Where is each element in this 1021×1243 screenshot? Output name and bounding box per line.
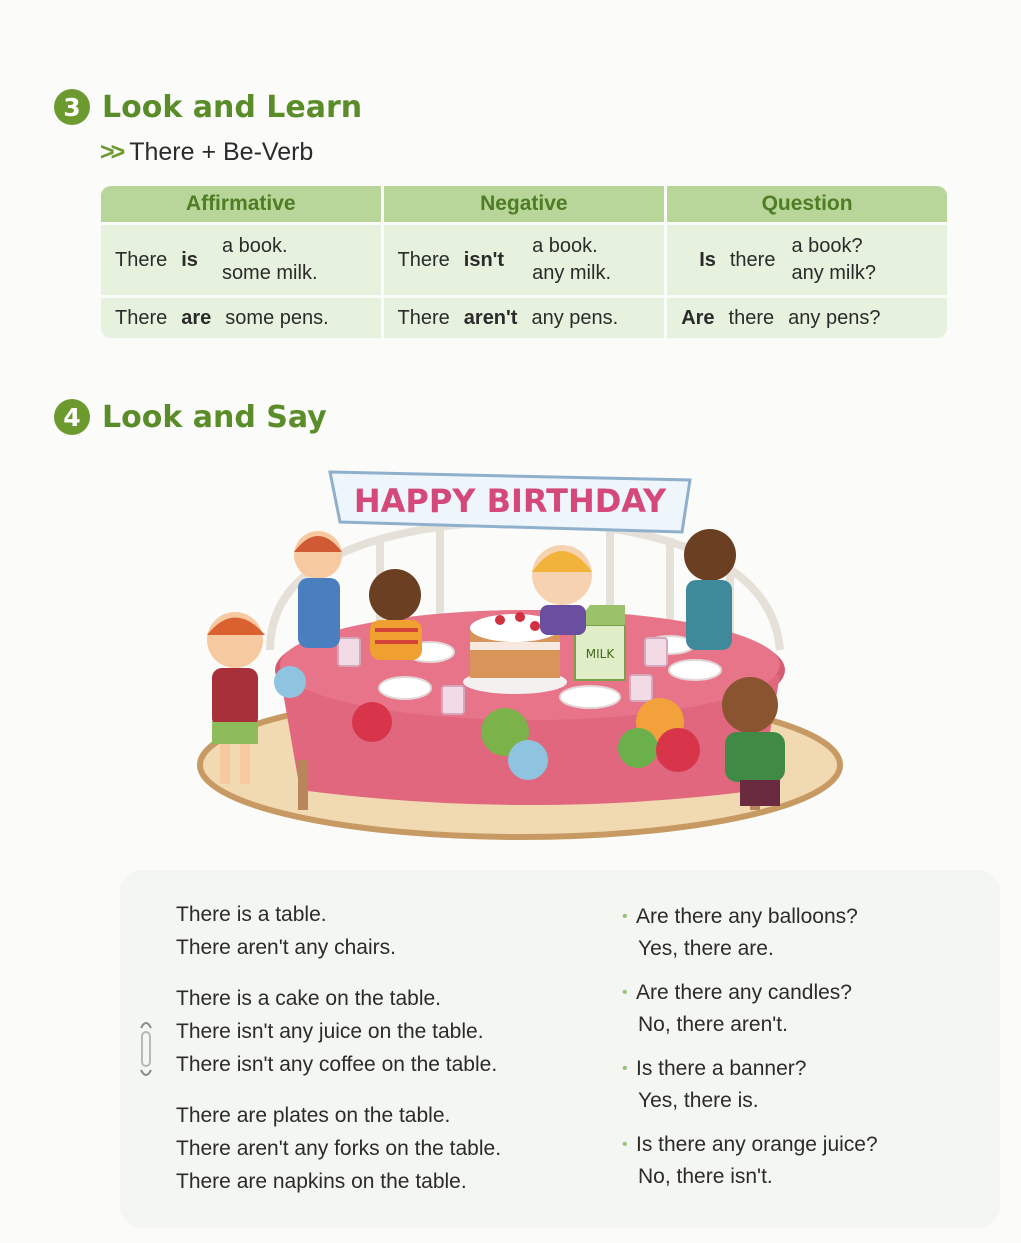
- cell-text: any milk?: [791, 262, 876, 284]
- cell-verb: Are: [681, 306, 715, 329]
- cell-text: There: [397, 248, 450, 271]
- question: • Is there a banner?: [622, 1052, 878, 1085]
- child-blue-hoodie: [294, 531, 342, 648]
- sentence: There is a table.: [176, 903, 327, 926]
- cell-text: any pens?: [788, 306, 881, 329]
- cell-verb: isn't: [463, 248, 505, 271]
- section-number-badge: 3: [54, 89, 90, 125]
- header-affirmative: Affirmative: [101, 186, 381, 222]
- answer: No, there aren't.: [638, 1013, 788, 1036]
- cell-verb: are: [181, 306, 212, 329]
- sentence: There aren't any forks on the table.: [176, 1137, 502, 1160]
- cell-text: there: [729, 248, 776, 271]
- sentence-list: [176, 898, 501, 1216]
- header-negative: Negative: [381, 186, 665, 222]
- cell-text: a book.: [532, 235, 598, 257]
- header-question: Question: [664, 186, 947, 222]
- child-curly-hair-glasses: [684, 529, 736, 650]
- answer: No, there isn't.: [638, 1165, 773, 1188]
- table-cell: [664, 295, 947, 338]
- cell-text: there: [728, 306, 775, 329]
- binder-ring-icon: [139, 1018, 153, 1080]
- birthday-party-illustration: [190, 460, 850, 840]
- cell-text: There: [397, 306, 450, 329]
- double-arrow-icon: >>: [100, 138, 122, 166]
- sentence: There aren't any chairs.: [176, 936, 396, 959]
- table-cell: [381, 295, 665, 338]
- cell-text: There: [115, 306, 168, 329]
- question-answer-list: [622, 900, 878, 1204]
- qa-item: [622, 900, 878, 964]
- question: • Are there any balloons?: [622, 900, 878, 933]
- cell-verb: Is: [699, 248, 716, 271]
- cell-text: any milk.: [532, 262, 611, 284]
- sentence-group: [176, 982, 501, 1081]
- answer: Yes, there is.: [638, 1089, 759, 1112]
- table-cell: [101, 295, 381, 338]
- table-cell: [101, 222, 381, 295]
- cell-text: some milk.: [221, 262, 318, 284]
- table-row: [101, 295, 947, 338]
- grammar-subheading: [100, 138, 313, 167]
- sentence: There are plates on the table.: [176, 1104, 451, 1127]
- section-number-badge: 4: [54, 399, 90, 435]
- banner-text: HAPPY BIRTHDAY: [353, 482, 667, 520]
- happy-birthday-banner: [330, 472, 690, 532]
- table-header-row: [101, 186, 947, 222]
- section-4-heading: [54, 399, 327, 435]
- sentence-group: [176, 1099, 501, 1198]
- cell-text: There: [115, 248, 168, 271]
- cell-text: a book.: [221, 235, 288, 257]
- section-3-heading: [54, 89, 362, 125]
- table-cell: [664, 222, 947, 295]
- section-title: Look and Learn: [102, 89, 363, 125]
- question: • Is there any orange juice?: [622, 1128, 878, 1161]
- cell-text: any pens.: [531, 306, 619, 329]
- table-cell: [381, 222, 665, 295]
- sentence: There isn't any coffee on the table.: [176, 1053, 498, 1076]
- grammar-table: [101, 186, 947, 338]
- qa-item: [622, 1052, 878, 1116]
- section-title: Look and Say: [102, 399, 327, 435]
- answer: Yes, there are.: [638, 937, 774, 960]
- qa-item: [622, 976, 878, 1040]
- child-blonde: [532, 545, 592, 635]
- cell-text: a book?: [791, 235, 863, 257]
- question: • Are there any candles?: [622, 976, 878, 1009]
- cell-text: some pens.: [225, 306, 329, 329]
- sentence: There isn't any juice on the table.: [176, 1020, 484, 1043]
- qa-item: [622, 1128, 878, 1192]
- cell-verb: aren't: [463, 306, 518, 329]
- sentence: There is a cake on the table.: [176, 987, 441, 1010]
- sentence: There are napkins on the table.: [176, 1170, 467, 1193]
- cell-verb: is: [181, 248, 198, 271]
- table-row: [101, 222, 947, 295]
- subheading-text: There + Be-Verb: [129, 138, 314, 166]
- milk-label: MILK: [585, 647, 615, 661]
- sentence-group: [176, 898, 501, 964]
